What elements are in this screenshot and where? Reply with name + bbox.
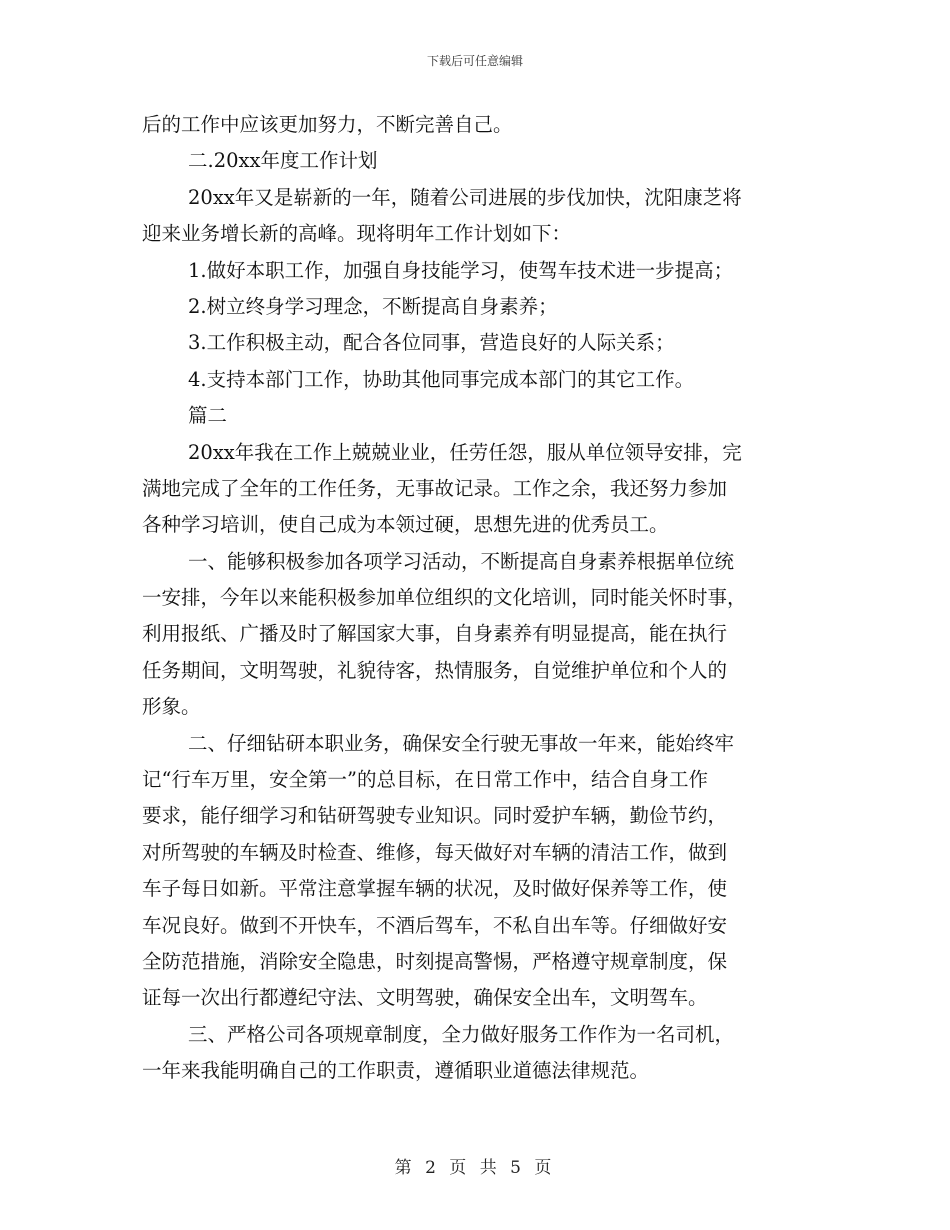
text-line: 3.工作积极主动，配合各位同事，营造良好的人际关系； bbox=[188, 331, 675, 355]
text-line: 20xx年又是崭新的一年，随着公司进展的步伐加快，沈阳康芝将 bbox=[188, 185, 742, 209]
text-line: 利用报纸、广播及时了解国家大事，自身素养有明显提高，能在执行 bbox=[142, 622, 728, 646]
text-line: 一安排，今年以来能积极参加单位组织的文化培训，同时能关怀时事， bbox=[142, 586, 747, 610]
document-body bbox=[142, 107, 808, 1090]
text-line: 满地完成了全年的工作任务，无事故记录。工作之余，我还努力参加 bbox=[142, 476, 728, 500]
text-line: 要求，能仔细学习和钻研驾驶专业知识。同时爱护车辆，勤俭节约， bbox=[142, 804, 728, 828]
text-line: 一、能够积极参加各项学习活动，不断提高自身素养根据单位统 bbox=[188, 549, 735, 573]
text-line: 全防范措施，消除安全隐患，时刻提高警惕，严格遵守规章制度，保 bbox=[142, 949, 728, 973]
text-line: 记“行车万里，安全第一”的总目标，在日常工作中，结合自身工作 bbox=[142, 768, 708, 792]
text-line: 1.做好本职工作，加强自身技能学习，使驾车技术进一步提高； bbox=[188, 258, 734, 282]
text-line: 20xx年我在工作上兢兢业业，任劳任怨，服从单位领导安排，完 bbox=[188, 440, 742, 464]
text-line: 一年来我能明确自己的工作职责，遵循职业道德法律规范。 bbox=[142, 1059, 650, 1083]
text-line: 任务期间，文明驾驶，礼貌待客，热情服务，自觉维护单位和个人的 bbox=[142, 658, 728, 682]
text-line: 二、仔细钻研本职业务，确保安全行驶无事故一年来，能始终牢 bbox=[188, 731, 735, 755]
text-line: 各种学习培训，使自己成为本领过硬，思想先进的优秀员工。 bbox=[142, 513, 669, 537]
text-line: 2.树立终身学习理念，不断提高自身素养； bbox=[188, 294, 558, 318]
text-line: 二.20xx年度工作计划 bbox=[188, 149, 378, 173]
text-line: 对所驾驶的车辆及时检查、维修，每天做好对车辆的清洁工作，做到 bbox=[142, 840, 728, 864]
text-line: 形象。 bbox=[142, 695, 201, 719]
text-line: 后的工作中应该更加努力，不断完善自己。 bbox=[142, 113, 513, 136]
page-header: 下载后可任意编辑 bbox=[426, 54, 523, 68]
text-line: 4.支持本部门工作，协助其他同事完成本部门的其它工作。 bbox=[188, 367, 695, 391]
text-line: 迎来业务增长新的高峰。现将明年工作计划如下： bbox=[142, 222, 572, 246]
page-footer: 第 2 页 共 5 页 bbox=[394, 1158, 556, 1178]
text-line: 篇二 bbox=[188, 404, 228, 428]
text-line: 三、严格公司各项规章制度，全力做好服务工作作为一名司机， bbox=[188, 1022, 735, 1046]
text-line: 证每一次出行都遵纪守法、文明驾驶，确保安全出车，文明驾车。 bbox=[142, 986, 708, 1010]
text-line: 车子每日如新。平常注意掌握车辆的状况，及时做好保养等工作，使 bbox=[142, 877, 728, 901]
text-line: 车况良好。做到不开快车，不酒后驾车，不私自出车等。仔细做好安 bbox=[142, 913, 728, 937]
